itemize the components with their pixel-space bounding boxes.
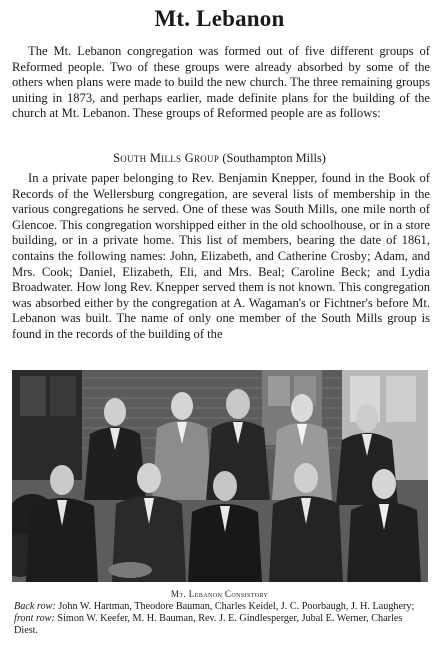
front-row-label: front row: [14,612,55,624]
front-row-names: Simon W. Keefer, M. H. Bauman, Rev. J. E. Gindlesperger, Jubal E. Werner, Charles Diest. [14,612,403,636]
page-title: Mt. Lebanon [154,6,285,31]
section-heading-main: South Mills Group [113,151,220,165]
section-paragraph: In a private paper belonging to Rev. Benjamin Knepper, found in the Book of Records of the Wellersburg congregation, are several lists of membership in the various congregations he served. One of these was South Mills, one mile north of Glencoe. This congregation worshipped either in the old schoolhouse, or in a store building, or in a private home. This list of members, bearing the date of 1861, contains the following names: John, Elizabeth, and Catherine Crosby; Adam, and Mrs. Cook; Daniel, Elizabeth, Eli, and Mrs. Beal; Caroline Beck; and Lydia Broadwater. How long Rev. Knepper served them is not known. This congregation was absorbed either by the congregation at A. Wagaman's or Fichtner's before Mt. Lebanon was built. The name of only one member of the South Mills group is found in the records of the building of the [12,171,430,341]
intro-paragraph: The Mt. Lebanon congregation was formed out of five different groups of Reformed people. Two of these groups were already absorbed by some of the others when plans were made to build the new church. The three remaining groups uniting in 1873, and perhaps earlier, made definite plans for the building of the church at Mt. Lebanon. These groups of Reformed people are as follows: [12,44,430,121]
consistory-photo [12,370,428,582]
photo-caption-title: Mt. Lebanon Consistory [170,589,269,599]
back-row-label: Back row: [14,601,56,612]
back-row-names: John W. Hartman, Theodore Bauman, Charles Keidel, J. C. Poorbaugh, J. H. Laughery; [58,601,415,612]
section-heading-sub: (Southampton Mills) [222,151,326,165]
section-heading [0,151,439,166]
photo-caption [14,601,428,636]
